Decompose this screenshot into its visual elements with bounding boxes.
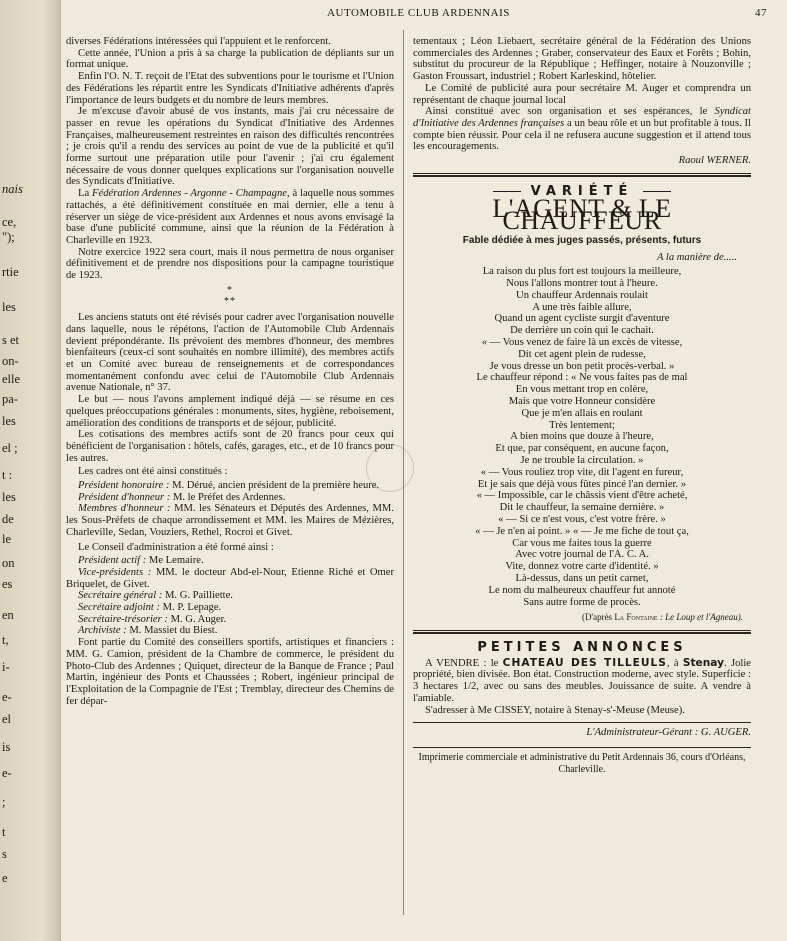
role-entry	[66, 567, 394, 590]
gutter-fragment: on-	[2, 354, 19, 368]
paragraph: Les anciens statuts ont été révisés pour cadrer avec l'organisation nouvelle dans laquelle, nous le répétons, l'action de l'Automobile Club Ardennais devient prépondérante. Ils prévoient des membres d'honneur, des membres bienfaiteurs (ceux-ci sont souhaités en nombre illimité), des membres actifs et un Comité avec bureau de renseignements et de correspondances momentanément confondu avec celui de l'Automobile Club Ardennais avenue Nationale, n° 37.	[66, 312, 394, 394]
gutter-fragment: e-	[2, 766, 12, 780]
role-holder: MM. les Sénateurs et Députés des Ardennes, MM. les Sous-Préfets de chaque arrondissement et MM. les Maires de Mézières, Charleville, Sedan, Vouziers, Rethel, Rocroi et Givet.	[66, 503, 394, 538]
author: La Fontaine	[614, 612, 658, 623]
gutter-fragment: les	[2, 414, 16, 428]
role-title: Archiviste :	[78, 625, 127, 637]
right-column	[413, 36, 751, 775]
section-separator: * **	[224, 284, 236, 308]
property-name: CHATEAU DES TILLEULS	[502, 656, 667, 669]
poem-line: « — Vous venez de faire là un excès de vitesse,	[481, 337, 683, 349]
paragraph: Font partie du Comité des conseillers sportifs, artistiques et financiers : MM. G. Camion, président de la Chambre de commerce, le président du Photo-Club des Ardennes ; Quiquet, directeur de la Banque de France ; Paul Martin, ingénieur des Ponts et Chaussées ; Robert, ingénieur principal de l'Exploitation de la Compagnie de l'Est ; Tremblay, directeur des Chemins de fer dépar-	[66, 637, 394, 707]
text: a un beau rôle et un but profitable à tous. Il compte bien réussir. Pour cela il ne refusera aucune suggestion et il attend tous les encouragements.	[413, 117, 751, 153]
poem-credit	[413, 612, 743, 624]
role-holder: M. G. Pailliette.	[162, 590, 233, 602]
text: (D'après	[581, 612, 615, 623]
section-heading-annonces: PETITES ANNONCES	[477, 640, 687, 656]
poem	[413, 266, 751, 608]
section-rule	[413, 173, 751, 174]
variete-label: VARIÉTÉ	[530, 183, 634, 199]
gutter-fragment: ");	[2, 230, 15, 244]
gutter-fragment: t	[2, 825, 6, 839]
page-number: 47	[755, 7, 767, 19]
role-entry	[66, 492, 394, 504]
poem-line: Avec votre journal de l'A. C. A.	[515, 549, 649, 561]
gutter-fragment: i-	[2, 660, 10, 674]
role-entry	[66, 602, 394, 614]
gutter-fragment: ce,	[2, 215, 17, 229]
section-rule	[413, 632, 751, 634]
poem-line: A bien moins que douze à l'heure,	[510, 431, 654, 443]
role-entry	[66, 480, 394, 492]
role-entry	[66, 614, 394, 626]
gutter-fragment: t,	[2, 633, 9, 647]
paragraph: diverses Fédérations intéressées qui l'appuient et le renforcent.	[66, 36, 331, 47]
gutter-fragment: es	[2, 577, 13, 591]
poem-line: Je vous dresse un bon petit procès-verbal. »	[489, 360, 675, 372]
role-holder: MM. le docteur Abd-el-Nour, Etienne Riché et Omer Briquelet, de Givet.	[66, 566, 394, 590]
text: , à	[666, 657, 683, 669]
poem-line: En vous mettant trop en colère,	[515, 384, 649, 396]
gutter-fragment: rtie	[2, 265, 19, 279]
paragraph: Le Comité de publicité aura pour secrétaire M. Auger et comprendra un représentant de chaque journal local	[413, 82, 751, 106]
section-rule	[413, 175, 751, 177]
poem-line: Un chauffeur Ardennais roulait	[516, 289, 648, 301]
fable-subtitle: Fable dédiée à mes juges passés, présents, futurs	[462, 234, 702, 246]
poem-line: Très lentement;	[549, 419, 615, 431]
role-title: Président honoraire :	[78, 480, 170, 492]
gutter-fragment: le	[2, 532, 12, 546]
paragraph: Notre exercice 1922 sera court, mais il nous permettra de nous organiser définitivement et de prendre nos dispositions pour la campagne touristique de 1923.	[66, 246, 394, 282]
paragraph-federation	[66, 188, 394, 247]
poem-line: Le chauffeur répond : « Ne vous faites pas de mal	[476, 372, 688, 384]
ad-contact: S'adresser à Me CISSEY, notaire à Stenay-s'-Meuse (Meuse).	[425, 704, 685, 716]
work-title: : Le Loup et l'Agneau).	[657, 612, 743, 623]
signature: Raoul WERNER.	[678, 155, 751, 167]
header-title: AUTOMOBILE CLUB ARDENNAIS	[327, 7, 510, 19]
text: L'Administrateur-Gérant : G. AUGER.	[586, 727, 751, 739]
paragraph: Le but — nous l'avons amplement indiqué déjà — se résume en ces quelques préoccupations générales : monuments, sites, hygiène, reboisement, amélioration des conditions de transports et de séjour, publicité.	[66, 394, 394, 429]
poem-line: « — Si ce n'est vous, c'est votre frère. »	[498, 513, 666, 525]
role-title: Secrétaire général :	[78, 590, 163, 602]
federation-name: Fédération Ardennes - Argonne - Champagne,	[92, 188, 290, 200]
poem-line: La raison du plus fort est toujours la meilleure,	[482, 266, 682, 278]
section-rule	[413, 630, 751, 631]
ad-text	[413, 658, 751, 705]
role-title: Président d'honneur :	[78, 491, 171, 503]
classified-ad	[413, 658, 751, 717]
role-holder: M. Dérué, ancien président de la première heure.	[169, 480, 380, 492]
article-title: L'AGENT & LE CHAUFFEUR	[492, 194, 672, 236]
poem-line: A une très faible allure,	[532, 301, 632, 313]
library-stamp	[366, 444, 414, 492]
poem-line: Vite, donnez votre carte d'identité. »	[505, 561, 659, 573]
role-title: Secrétaire-trésorier :	[78, 613, 168, 625]
gutter-fragment: pa-	[2, 392, 18, 406]
role-title: Membres d'honneur :	[78, 503, 171, 515]
role-entry	[66, 503, 394, 538]
poem-line: Là-dessus, dans un petit carnet,	[515, 572, 649, 584]
printer-imprint: Imprimerie commerciale et administrative du Petit Ardennais 36, cours d'Orléans, Charleville.	[413, 747, 751, 775]
text: à laquelle nous sommes rattachés, a été définitivement constituée en mai dernier, elle a tenu à réserver un siège de vice-président aux Ardennes et nous avons envisagé la base d'une publicité commune, ainsi que la réunion de la Fédération à Charleville en 1923.	[66, 188, 394, 246]
gutter-fragment: les	[2, 300, 16, 314]
role-holder: Me Lemaire.	[146, 555, 204, 567]
poem-line: Que je m'en allais en roulant	[521, 407, 643, 419]
poem-line: Dit le chauffeur, la semaine dernière. »	[499, 502, 665, 514]
paragraph: Je m'excuse d'avoir abusé de vos instants, mais j'ai cru nécessaire de passer en revue les opérations du Syndicat d'Initiative des Ardennes Françaises, malheureusement restreintes en raison des difficultés rencontrées ; je crois qu'il a rendu des services au point de vue de la publicité et qu'il forme surtout une préparation utile pour l'avenir ; j'ai cru également nécessaire de vous donner quelques explications sur l'organisation nouvelle des Syndicats d'Initiative.	[66, 106, 394, 188]
poem-line: Dit cet agent plein de rudesse,	[518, 348, 646, 360]
gutter-fragment: t :	[2, 468, 13, 482]
gutter-fragment: on	[2, 556, 15, 570]
role-entry	[66, 625, 394, 637]
role-title: Président actif :	[78, 555, 147, 567]
text: A VENDRE : le	[425, 657, 503, 669]
poem-line: De derrière un coin qui le cachait.	[510, 325, 654, 337]
paragraph	[413, 106, 751, 153]
gutter-fragment: e-	[2, 690, 12, 704]
gutter-fragment: el	[2, 712, 12, 726]
previous-page-edge	[0, 0, 61, 941]
text: . Jolie propriété, bien divisée. Bon état. Construction moderne, avec style. Superficie : 3 hectares 1/2, avec ou sans des meubles. Jouissance de suite. A vendre à l'amiable.	[413, 657, 751, 704]
poem-line: Et que, par conséquent, en aucune façon,	[495, 443, 669, 455]
paragraph: Les cadres ont été ainsi constitués :	[78, 466, 228, 478]
gutter-fragment: is	[2, 740, 11, 754]
poem-line: Car vous me faites tous la guerre	[512, 537, 652, 549]
paragraph: Le Conseil d'administration a été formé ainsi :	[78, 541, 274, 553]
poem-line: Quand un agent cycliste surgit d'aventure	[494, 313, 670, 325]
poem-line: « — Je n'en ai point. » « — Je me fiche de tout ça,	[475, 525, 689, 537]
role-holder: M. Massiet du Biest.	[126, 625, 218, 637]
text: Ainsi constitué avec son organisation et ses espérances, le	[425, 106, 715, 118]
town-name: Stenay	[682, 656, 725, 669]
poem-line: « — Impossible, car le châssis vient d'être acheté,	[476, 490, 688, 502]
left-column	[66, 36, 394, 707]
administrator-line	[413, 722, 751, 739]
role-entry	[66, 555, 394, 567]
role-holder: M. P. Lepage.	[159, 602, 222, 614]
poem-line: Sans autre forme de procès.	[523, 596, 641, 608]
gutter-fragment: de	[2, 512, 14, 526]
gutter-fragment: s	[2, 847, 7, 861]
role-entry	[66, 590, 394, 602]
poem-line: Mais que votre Honneur considère	[508, 396, 656, 408]
poem-line: Nous l'allons montrer tout à l'heure.	[506, 278, 658, 290]
page-header	[70, 7, 767, 23]
gutter-fragment: les	[2, 490, 16, 504]
paragraph: Enfin l'O. N. T. reçoit de l'Etat des subventions pour le tourisme et l'Union des Fédérations les répartit entre les Syndicats d'Initiative adhérents d'après l'importance de leurs budgets et du nombre de leurs membres.	[66, 71, 394, 106]
gutter-fragment: el ;	[2, 441, 18, 455]
gutter-fragment: elle	[2, 372, 21, 386]
gutter-fragment: s et	[2, 333, 20, 347]
paragraph: tementaux ; Léon Liebaert, secrétaire général de la Fédération des Unions commerciales des Ardennes ; Graber, conservateur des Eaux et Forêts ; Bohin, substitut du procureur de la République ; Heffinger, notaire à Nouzonville ; Gaston Froussart, industriel ; Robert Karleskind, hôtelier.	[413, 36, 751, 83]
paragraph: Cette année, l'Union a pris à sa charge la publication de dépliants sur un format unique.	[66, 47, 394, 71]
poem-line: Et je sais que déjà vous fûtes pincé l'an dernier. »	[477, 478, 687, 490]
syndicat-name: Syndicat d'Initiative des Ardennes françaises	[413, 106, 751, 129]
role-title: Secrétaire adjoint :	[78, 602, 160, 614]
text: La	[78, 188, 90, 200]
gutter-fragment: nais	[2, 182, 23, 196]
paragraph: Les cotisations des membres actifs sont de 20 francs pour ceux qui bénéficient de l'organisation : hôtels, cafés, garages, etc., et de 10 francs pour les autres.	[66, 429, 394, 464]
fable-manner: A la manière de.....	[656, 251, 737, 263]
gutter-fragment: en	[2, 608, 14, 622]
poem-line: Je ne trouble la circulation. »	[520, 455, 644, 466]
poem-line: Le nom du malheureux chauffeur fut annoté	[488, 584, 676, 596]
gutter-fragment: e	[2, 871, 8, 885]
gutter-fragment: ;	[2, 795, 6, 809]
role-holder: M. G. Auger.	[167, 613, 227, 625]
role-title: Vice-présidents :	[78, 566, 152, 578]
role-holder: M. le Préfet des Ardennes.	[170, 491, 286, 503]
poem-line: « — Vous rouliez trop vite, dit l'agent en fureur,	[480, 466, 684, 478]
